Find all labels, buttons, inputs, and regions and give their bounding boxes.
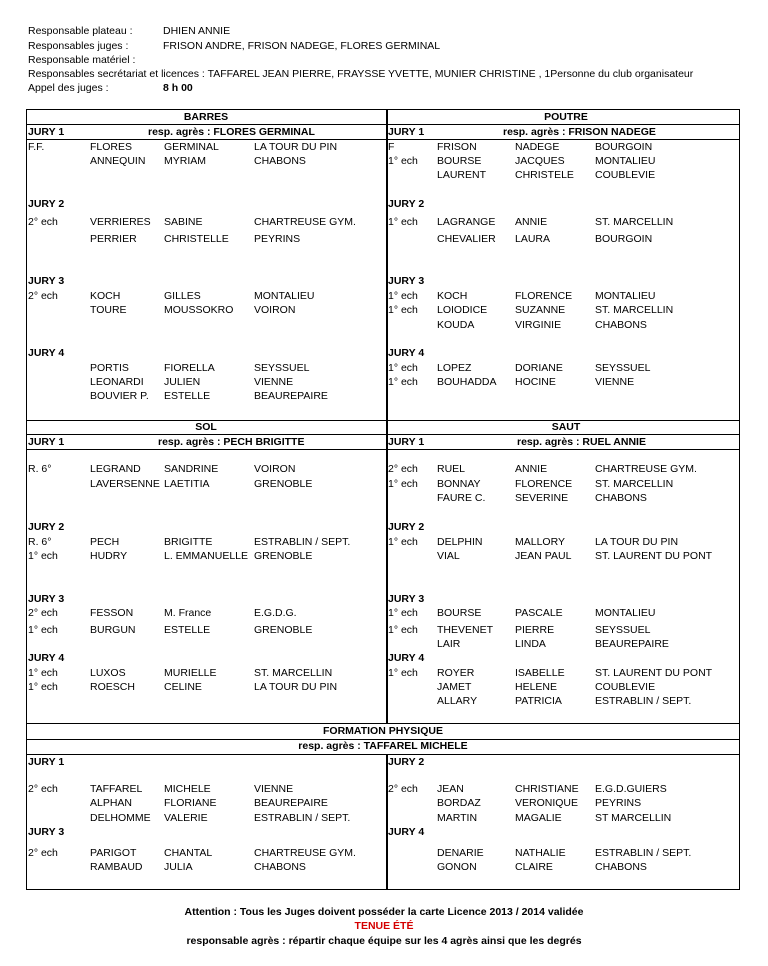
judge-firstname: MAGALIE [515, 812, 562, 824]
judge-club: GRENOBLE [254, 624, 313, 636]
judge-firstname: PASCALE [515, 607, 563, 619]
judge-lastname: LAIR [437, 638, 461, 650]
line-jury1-sol [26, 449, 740, 450]
line-fp-top [26, 723, 740, 724]
judge-club: CHARTREUSE GYM. [254, 847, 356, 859]
judge-firstname: FLORENCE [515, 290, 573, 302]
judge-firstname: HOCINE [515, 376, 556, 388]
judge-echelon: R. 6° [28, 463, 52, 475]
judge-club: CHARTREUSE GYM. [254, 216, 356, 228]
judge-lastname: DELPHIN [437, 536, 483, 548]
resp-fp: resp. agrès : TAFFAREL MICHELE [298, 740, 468, 752]
judge-club: ST. LAURENT DU PONT [595, 667, 713, 679]
judge-lastname: ANNEQUIN [90, 155, 146, 167]
jury-label: JURY 3 [388, 275, 425, 287]
section-title-poutre: POUTRE [544, 111, 588, 123]
judge-club: ESTRABLIN / SEPT. [595, 847, 692, 859]
jury-label: JURY 1 [388, 126, 425, 138]
judge-club: CHABONS [254, 861, 306, 873]
jury-label: JURY 4 [388, 826, 425, 838]
jury-label: JURY 3 [28, 275, 65, 287]
judge-club: CHABONS [595, 319, 647, 331]
judge-echelon: F.F. [28, 141, 45, 153]
judge-lastname: LEONARDI [90, 376, 144, 388]
appel-label: Appel des juges : [28, 82, 109, 94]
judge-echelon: 2° ech [28, 216, 58, 228]
judge-lastname: FLORES [90, 141, 133, 153]
judge-firstname: CHRISTIANE [515, 783, 579, 795]
judge-lastname: BURGUN [90, 624, 136, 636]
judge-lastname: ALPHAN [90, 797, 133, 809]
judge-lastname: JEAN [437, 783, 464, 795]
resp-saut: resp. agrès : RUEL ANNIE [517, 436, 646, 448]
judge-lastname: LOIODICE [437, 304, 488, 316]
judge-firstname: SEVERINE [515, 492, 569, 504]
judge-club: SEYSSUEL [595, 362, 651, 374]
judge-club: LA TOUR DU PIN [595, 536, 679, 548]
judge-firstname: ANNIE [515, 216, 548, 228]
judge-firstname: ESTELLE [164, 624, 211, 636]
judge-club: BEAUREPAIRE [595, 638, 669, 650]
footer-licence-note: Attention : Tous les Juges doivent posséder la carte Licence 2013 / 2014 validée [184, 906, 584, 918]
judge-firstname: ANNIE [515, 463, 548, 475]
judge-firstname: PATRICIA [515, 695, 562, 707]
judge-firstname: MALLORY [515, 536, 565, 548]
judge-lastname: LOPEZ [437, 362, 472, 374]
line-title-sol [26, 434, 740, 435]
judge-firstname: FIORELLA [164, 362, 215, 374]
plateau-label: Responsable plateau : [28, 25, 133, 37]
judge-echelon: 1° ech [388, 290, 418, 302]
judge-club: VIENNE [254, 376, 294, 388]
judge-lastname: ALLARY [437, 695, 478, 707]
judge-club: ST. LAURENT DU PONT [595, 550, 713, 562]
judge-firstname: MICHELE [164, 783, 211, 795]
line-title-barres [26, 124, 740, 125]
judge-club: VIENNE [254, 783, 294, 795]
resp-barres: resp. agrès : FLORES GERMINAL [148, 126, 315, 138]
judge-echelon: 2° ech [28, 847, 58, 859]
judge-club: E.G.D.GUIERS [595, 783, 667, 795]
judge-firstname: NATHALIE [515, 847, 566, 859]
judge-club: BOURGOIN [595, 141, 653, 153]
materiel-label: Responsable matériel : [28, 54, 136, 66]
jury-label: JURY 2 [388, 198, 425, 210]
judge-club: CHARTREUSE GYM. [595, 463, 697, 475]
jury-label: JURY 4 [28, 347, 65, 359]
jury-label: JURY 4 [28, 652, 65, 664]
jury-label: JURY 1 [388, 436, 425, 448]
judge-echelon: 2° ech [388, 463, 418, 475]
judge-lastname: BOURSE [437, 155, 482, 167]
judge-echelon: 2° ech [388, 783, 418, 795]
juges-label: Responsables juges : [28, 40, 129, 52]
judge-echelon: 1° ech [388, 216, 418, 228]
judge-firstname: MYRIAM [164, 155, 206, 167]
judge-lastname: BOUVIER P. [90, 390, 149, 402]
judge-lastname: KOCH [90, 290, 121, 302]
line-resp-fp [26, 754, 740, 755]
judge-club: E.G.D.G. [254, 607, 297, 619]
judge-club: BEAUREPAIRE [254, 390, 328, 402]
judge-echelon: 1° ech [28, 681, 58, 693]
judge-lastname: PARIGOT [90, 847, 137, 859]
judge-echelon: 1° ech [388, 667, 418, 679]
section-title-sol: SOL [195, 421, 217, 433]
judge-firstname: VERONIQUE [515, 797, 579, 809]
judge-club: MONTALIEU [595, 155, 656, 167]
judge-firstname: VALERIE [164, 812, 208, 824]
judge-firstname: LAURA [515, 233, 551, 245]
judge-echelon: F [388, 141, 395, 153]
judge-lastname: THEVENET [437, 624, 494, 636]
judge-club: BEAUREPAIRE [254, 797, 328, 809]
judge-firstname: NADEGE [515, 141, 560, 153]
judge-club: ST. MARCELLIN [254, 667, 333, 679]
judge-lastname: TOURE [90, 304, 127, 316]
jury-label: JURY 2 [388, 521, 425, 533]
judge-firstname: SABINE [164, 216, 203, 228]
judge-firstname: VIRGINIE [515, 319, 562, 331]
jury-label: JURY 3 [388, 593, 425, 605]
judge-club: ESTRABLIN / SEPT. [254, 812, 351, 824]
judge-firstname: JACQUES [515, 155, 565, 167]
judge-lastname: PECH [90, 536, 120, 548]
judge-club: VOIRON [254, 304, 296, 316]
judge-firstname: FLORENCE [515, 478, 573, 490]
secretariat-text: Responsables secrétariat et licences : TAFFAREL JEAN PIERRE, FRAYSSE YVETTE, MUNIER CHRISTINE , 1Personne du club organisateur [28, 68, 694, 80]
judge-echelon: 2° ech [28, 290, 58, 302]
judge-firstname: GILLES [164, 290, 201, 302]
judge-firstname: JEAN PAUL [515, 550, 572, 562]
judge-club: CHABONS [595, 861, 647, 873]
jury-label: JURY 2 [28, 198, 65, 210]
judge-lastname: ROESCH [90, 681, 135, 693]
judge-lastname: BORDAZ [437, 797, 481, 809]
judge-firstname: PIERRE [515, 624, 555, 636]
judge-lastname: KOUDA [437, 319, 475, 331]
judge-firstname: CHRISTELE [515, 169, 574, 181]
judge-lastname: PORTIS [90, 362, 129, 374]
judge-firstname: GERMINAL [164, 141, 219, 153]
judge-club: ST. MARCELLIN [595, 216, 674, 228]
jury-label: JURY 4 [388, 347, 425, 359]
judge-firstname: HELENE [515, 681, 558, 693]
judge-echelon: 1° ech [388, 304, 418, 316]
judge-lastname: GONON [437, 861, 477, 873]
judge-lastname: BOURSE [437, 607, 482, 619]
judge-firstname: CHRISTELLE [164, 233, 229, 245]
judge-firstname: SUZANNE [515, 304, 566, 316]
judge-lastname: FESSON [90, 607, 134, 619]
judge-echelon: 2° ech [28, 607, 58, 619]
judge-lastname: JAMET [437, 681, 472, 693]
judge-lastname: BOUHADDA [437, 376, 497, 388]
judge-firstname: L. EMMANUELLE [164, 550, 249, 562]
jury-label: JURY 3 [28, 593, 65, 605]
judge-echelon: 1° ech [388, 362, 418, 374]
footer-tenue: TENUE ÉTÉ [354, 920, 414, 932]
jury-label: JURY 2 [388, 756, 425, 768]
judge-club: MONTALIEU [254, 290, 315, 302]
judge-firstname: MOUSSOKRO [164, 304, 234, 316]
judge-firstname: JULIEN [164, 376, 201, 388]
judge-echelon: 1° ech [388, 478, 418, 490]
judge-club: SEYSSUEL [254, 362, 310, 374]
judge-club: CHABONS [254, 155, 306, 167]
judge-firstname: ISABELLE [515, 667, 565, 679]
plateau-value: DHIEN ANNIE [163, 25, 231, 37]
judge-firstname: SANDRINE [164, 463, 219, 475]
judge-club: CHABONS [595, 492, 647, 504]
judge-club: VOIRON [254, 463, 296, 475]
judge-lastname: LAGRANGE [437, 216, 496, 228]
judge-lastname: HUDRY [90, 550, 128, 562]
judge-lastname: RUEL [437, 463, 466, 475]
jury-label: JURY 4 [388, 652, 425, 664]
judge-echelon: 1° ech [388, 155, 418, 167]
jury-label: JURY 2 [28, 521, 65, 533]
judge-club: ESTRABLIN / SEPT. [254, 536, 351, 548]
judge-firstname: M. France [164, 607, 212, 619]
judge-lastname: FRISON [437, 141, 477, 153]
appel-value: 8 h 00 [163, 82, 193, 94]
judge-club: PEYRINS [595, 797, 642, 809]
judge-firstname: BRIGITTE [164, 536, 213, 548]
divider-v-bottom [386, 754, 388, 890]
judge-lastname: DELHOMME [90, 812, 151, 824]
judge-lastname: LEGRAND [90, 463, 141, 475]
judge-club: LA TOUR DU PIN [254, 141, 338, 153]
line-jury1-barres [26, 139, 740, 140]
judge-lastname: DENARIE [437, 847, 484, 859]
jury-label: JURY 1 [28, 436, 65, 448]
judge-club: ST. MARCELLIN [595, 304, 674, 316]
judge-lastname: CHEVALIER [437, 233, 496, 245]
resp-poutre: resp. agrès : FRISON NADEGE [503, 126, 656, 138]
judge-lastname: TAFFAREL [90, 783, 143, 795]
section-title-saut: SAUT [551, 421, 581, 433]
footer-responsable-note: responsable agrès : répartir chaque équipe sur les 4 agrès ainsi que les degrés [186, 935, 582, 947]
judge-firstname: ESTELLE [164, 390, 211, 402]
judge-lastname: FAURE C. [437, 492, 486, 504]
judge-firstname: MURIELLE [164, 667, 217, 679]
judge-lastname: KOCH [437, 290, 468, 302]
judge-club: BOURGOIN [595, 233, 653, 245]
jury-label: JURY 3 [28, 826, 65, 838]
judge-echelon: 1° ech [388, 376, 418, 388]
jury-label: JURY 1 [28, 126, 65, 138]
jury-label: JURY 1 [28, 756, 65, 768]
judge-echelon: 1° ech [388, 607, 418, 619]
judge-lastname: PERRIER [90, 233, 137, 245]
judge-club: GRENOBLE [254, 478, 313, 490]
judge-echelon: 1° ech [388, 536, 418, 548]
judge-firstname: JULIA [164, 861, 193, 873]
judge-club: ESTRABLIN / SEPT. [595, 695, 692, 707]
judge-lastname: MARTIN [437, 812, 478, 824]
judge-club: MONTALIEU [595, 290, 656, 302]
judge-club: SEYSSUEL [595, 624, 651, 636]
judge-lastname: BONNAY [437, 478, 481, 490]
judge-echelon: 1° ech [388, 624, 418, 636]
judge-club: PEYRINS [254, 233, 301, 245]
judge-club: MONTALIEU [595, 607, 656, 619]
judge-firstname: LAETITIA [164, 478, 210, 490]
judge-firstname: CLAIRE [515, 861, 553, 873]
judge-club: GRENOBLE [254, 550, 313, 562]
judge-club: COUBLEVIE [595, 169, 656, 181]
judge-echelon: 2° ech [28, 783, 58, 795]
judge-club: COUBLEVIE [595, 681, 656, 693]
judge-firstname: CELINE [164, 681, 202, 693]
judge-club: LA TOUR DU PIN [254, 681, 338, 693]
judge-lastname: LAURENT [437, 169, 487, 181]
judge-echelon: 1° ech [28, 624, 58, 636]
judge-echelon: 1° ech [28, 550, 58, 562]
resp-sol: resp. agrès : PECH BRIGITTE [158, 436, 305, 448]
judge-club: ST MARCELLIN [595, 812, 672, 824]
judge-echelon: R. 6° [28, 536, 52, 548]
judge-firstname: LINDA [515, 638, 546, 650]
judge-lastname: RAMBAUD [90, 861, 143, 873]
judge-firstname: CHANTAL [164, 847, 213, 859]
juges-value: FRISON ANDRE, FRISON NADEGE, FLORES GERMINAL [163, 40, 441, 52]
judge-club: VIENNE [595, 376, 635, 388]
judge-echelon: 1° ech [28, 667, 58, 679]
judge-lastname: ROYER [437, 667, 475, 679]
judge-lastname: VIAL [437, 550, 460, 562]
judge-lastname: VERRIERES [90, 216, 151, 228]
section-title-barres: BARRES [183, 111, 229, 123]
judge-club: ST. MARCELLIN [595, 478, 674, 490]
judge-lastname: LAVERSENNE [90, 478, 160, 490]
judge-firstname: DORIANE [515, 362, 563, 374]
section-title-fp: FORMATION PHYSIQUE [323, 725, 443, 737]
judge-firstname: FLORIANE [164, 797, 217, 809]
judge-lastname: LUXOS [90, 667, 126, 679]
